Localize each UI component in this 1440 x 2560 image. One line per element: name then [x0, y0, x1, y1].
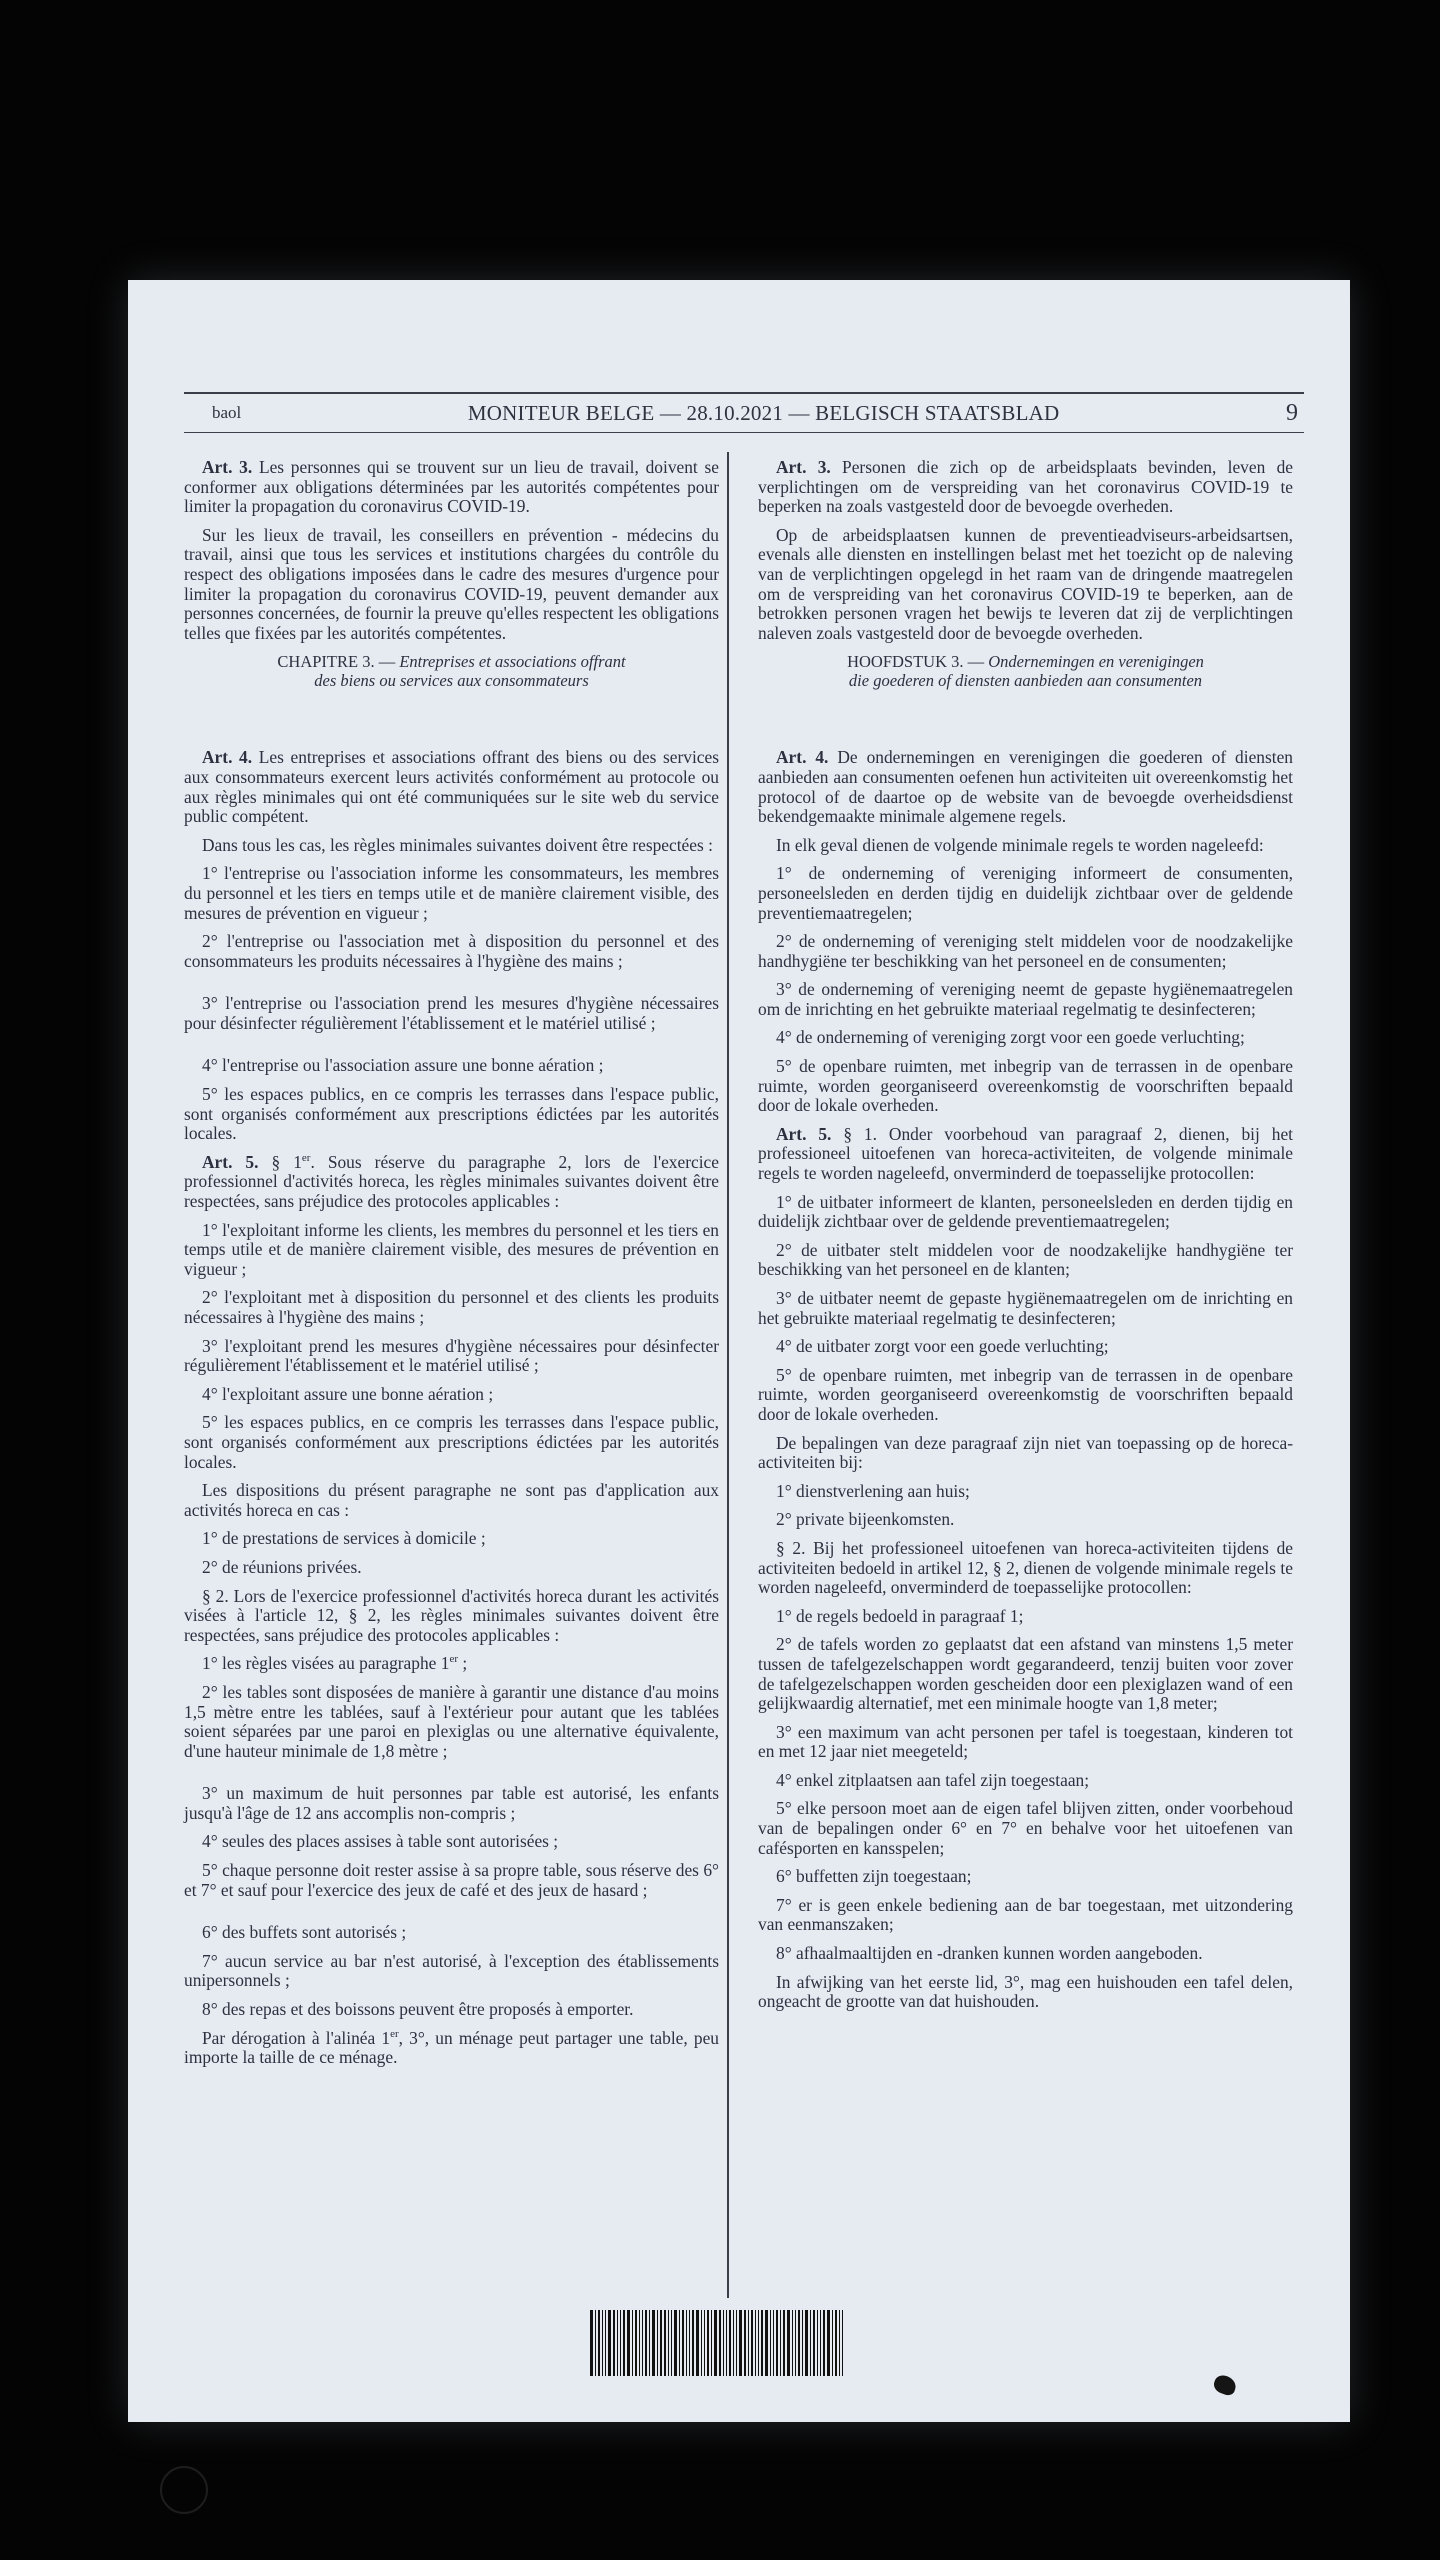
barcode-bar — [765, 2310, 768, 2376]
smudge-mark — [1212, 2373, 1239, 2397]
fr-s2-item7: 7° aucun service au bar n'est autorisé, à l'exception des établissements unipersonnels ; — [184, 1950, 719, 1991]
fr-art5-p2-item1: 1° de prestations de services à domicile ; — [202, 1528, 486, 1549]
fr-art5-item2: 2° l'exploitant met à disposition du personnel et des clients les produits nécessaires à l'hygiène des mains ; — [184, 1287, 719, 1327]
nl-s2-item3: 3° een maximum van acht personen per tafel is toegestaan, kinderen tot en met 12 jaar niet meegeteld; — [758, 1721, 1293, 1762]
barcode-bar — [739, 2310, 742, 2376]
fr-art5-p2: Les dispositions du présent paragraphe ne sont pas d'application aux activités horeca en cas : — [184, 1480, 719, 1520]
nl-art5-p2-item1: 1° dienstverlening aan huis; — [776, 1480, 970, 1501]
nl-art4-p1: Art. 4. De ondernemingen en verenigingen die goederen of diensten aanbieden aan consumenten oefenen hun activiteiten uit overeenkomstig het protocol of de daartoe op de website van de bevoegde overheidsdienst bekendgemaakte minimale algemene regels. — [758, 747, 1294, 827]
fr-s2-item5: 5° chaque personne doit rester assise à sa propre table, sous réserve des 6° et 7° et sauf pour l'exercice des jeux de café et des jeux de hasard ; — [184, 1860, 719, 1900]
barcode-bar — [810, 2310, 811, 2376]
barcode-bar — [671, 2310, 672, 2376]
barcode-bar — [617, 2310, 618, 2376]
barcode-bar — [805, 2310, 808, 2376]
page-header — [184, 392, 1304, 433]
barcode-bar — [696, 2310, 699, 2376]
barcode-bar — [598, 2310, 600, 2376]
barcode-bar — [780, 2310, 781, 2376]
nl-art4-item3: 3° de onderneming of vereniging neemt de gepaste hygiënemaatregelen om de inrichting en het gebruikte materiaal regelmatig te desinfecteren; — [758, 979, 1293, 1019]
nl-art5-item4: 4° de uitbater zorgt voor een goede verluchting; — [776, 1336, 1109, 1357]
barcode-bar — [798, 2310, 800, 2376]
fr-art5-s2: § 2. Lors de l'exercice professionnel d'activités horeca durant les activités visées à l'article 12, § 2, les règles minimales suivantes doivent être respectées, sans préjudice des protocoles applicables : — [184, 1585, 719, 1645]
barcode-bar — [664, 2310, 666, 2376]
barcode-bar — [744, 2310, 746, 2376]
nl-art5-item5: 5° de openbare ruimten, met inbegrip van de terrassen in de openbare ruimte, worden georganiseerd overeenkomstig de voorschriften bepaald door de lokale overheden. — [758, 1364, 1293, 1424]
fr-art5-p1: Art. 5. § 1er. Sous réserve du paragraphe 2, lors de l'exercice professionnel d'activités horeca, les règles minimales suivantes doivent être respectées, sans préjudice des protocoles applicables : — [184, 1151, 719, 1212]
nl-art5-p2-item2: 2° private bijeenkomsten. — [776, 1509, 955, 1530]
publication-title: MONITEUR BELGE — 28.10.2021 — BELGISCH STAATSBLAD — [467, 400, 1060, 425]
header-left-code: baol — [212, 403, 242, 422]
barcode-bar — [602, 2310, 603, 2376]
nl-art4-item4: 4° de onderneming of vereniging zorgt voor een goede verluchting; — [776, 1027, 1245, 1048]
nl-s2-item4: 4° enkel zitplaatsen aan tafel zijn toegestaan; — [776, 1769, 1090, 1790]
fr-art3-p1: Art. 3. Les personnes qui se trouvent sur un lieu de travail, doivent se conformer aux obligations déterminées par les autorités compétentes pour limiter la propagation du coronavirus COVID-19. — [184, 457, 719, 517]
barcode-bar — [682, 2310, 684, 2376]
barcode-bar — [632, 2310, 633, 2376]
barcode-bar — [668, 2310, 669, 2376]
barcode-bar — [692, 2310, 694, 2376]
nl-art5-item3: 3° de uitbater neemt de gepaste hygiënemaatregelen om de inrichting en het gebruikte materiaal regelmatig te desinfecteren; — [758, 1288, 1293, 1328]
barcode-bar — [842, 2310, 843, 2376]
fr-art5-item4: 4° l'exploitant assure une bonne aération ; — [202, 1383, 494, 1404]
barcode-bar — [839, 2310, 840, 2376]
fr-s2-item2: 2° les tables sont disposées de manière à garantir une distance d'au moins 1,5 mètre entre les tablées, sauf à l'extérieur pour autant que les tablées soient séparées par une paroi en plexiglas ou une alternative équivalente, d'une hauteur minimale de 1,8 mètre ; — [184, 1681, 719, 1761]
column-divider — [727, 452, 729, 2298]
barcode-bar — [652, 2310, 655, 2376]
fr-art5-p2-item2: 2° de réunions privées. — [202, 1556, 362, 1577]
barcode-bar — [623, 2310, 625, 2376]
nl-s2-item2: 2° de tafels worden zo geplaatst dat een afstand van minstens 1,5 meter tussen de tafelgezelschappen wordt gegarandeerd, tenzij buiten voor zover de tafelgezelschappen worden gescheiden door een plexiglazen wand of een gelijkwaardig alternatief, met een minimale hoogte van 1,8 meter; — [758, 1634, 1293, 1714]
barcode-bar — [823, 2310, 825, 2376]
fr-art4-item3: 3° l'entreprise ou l'association prend les mesures d'hygiène nécessaires pour désinfecter régulièrement l'établissement et le matériel utilisé ; — [184, 993, 719, 1033]
barcode-bar — [595, 2310, 596, 2376]
barcode-bar — [627, 2310, 630, 2376]
barcode-bar — [773, 2310, 774, 2376]
fr-art4-item5: 5° les espaces publics, en ce compris les terrasses dans l'espace public, sont organisés conformément aux prescriptions édictées par les autorités locales. — [184, 1084, 719, 1144]
barcode-bar — [835, 2310, 837, 2376]
barcode-bar — [802, 2310, 803, 2376]
nl-art3-p1: Art. 3. Personen die zich op de arbeidsplaats bevinden, leven de verplichtingen om de verspreiding van het coronavirus COVID-19 te beperken na zoals vastgesteld door de bevoegde overheden. — [758, 457, 1293, 517]
barcode-bar — [817, 2310, 818, 2376]
barcode-bar — [748, 2310, 749, 2376]
fr-s2-item6: 6° des buffets sont autorisés ; — [202, 1922, 407, 1943]
fr-art4-p2: Dans tous les cas, les règles minimales suivantes doivent être respectées : — [202, 834, 713, 855]
barcode-bar — [795, 2310, 796, 2376]
home-button[interactable] — [160, 2466, 208, 2514]
nl-art3-p2: Op de arbeidsplaatsen kunnen de preventieadviseurs-arbeidsartsen, evenals alle diensten en instellingen belast met het toezicht op de naleving van de verplichtingen opgelegd in het raam van de dringende maatregelen om de verspreiding van het coronavirus COVID-19 te beperken, aan de betrokken personen vragen het bewijs te leveren dat zij de verplichtingen naleven zoals vastgesteld door de bevoegde overheden. — [758, 524, 1293, 643]
fr-s2-item1: 1° les règles visées au paragraphe 1er ; — [202, 1653, 468, 1674]
barcode-bar — [608, 2310, 611, 2376]
barcode-bar — [820, 2310, 821, 2376]
barcode-bar — [649, 2310, 650, 2376]
nl-s2-last: In afwijking van het eerste lid, 3°, mag een huishouden een tafel delen, ongeacht de grootte van dat huishouden. — [758, 1971, 1293, 2012]
barcode-bar — [714, 2310, 717, 2376]
barcode-bar — [605, 2310, 606, 2376]
fr-chapter-heading: CHAPITRE 3. — Entreprises et associations offrant des biens ou services aux consommateurs — [277, 652, 626, 691]
barcode-bar — [674, 2310, 677, 2376]
barcode-bar — [686, 2310, 687, 2376]
barcode-bar — [620, 2310, 621, 2376]
fr-art5-item3: 3° l'exploitant prend les mesures d'hygiène nécessaires pour désinfecter régulièrement l'établissement et le matériel utilisé ; — [184, 1335, 719, 1376]
nl-art5-item1: 1° de uitbater informeert de klanten, personeelsleden en derden tijdig en duidelijk zichtbaar over de geldende preventiemaatregelen; — [758, 1191, 1293, 1232]
barcode-bar — [689, 2310, 690, 2376]
barcode-bar — [707, 2310, 709, 2376]
barcode-bar — [701, 2310, 702, 2376]
barcode-bar — [660, 2310, 662, 2376]
fr-art4-p1: Art. 4. Les entreprises et associations offrant des biens ou des services aux consommateurs exercent leurs activités conformément au protocole ou aux règles minimales qui ont été communiquées sur le site web du service public compétent. — [184, 747, 719, 827]
barcode-bar — [758, 2310, 759, 2376]
nl-art4-p2: In elk geval dienen de volgende minimale regels te worden nageleefd: — [776, 834, 1264, 855]
barcode-bar — [755, 2310, 756, 2376]
fr-s2-last: Par dérogation à l'alinéa 1er, 3°, un ménage peut partager une table, peu importe la taille de ce ménage. — [184, 2027, 719, 2068]
barcode-bar — [590, 2310, 593, 2376]
barcode — [590, 2310, 874, 2376]
fr-s2-item8: 8° des repas et des boissons peuvent être proposés à emporter. — [202, 1999, 634, 2020]
barcode-bar — [613, 2310, 615, 2376]
nl-s2-item1: 1° de regels bedoeld in paragraaf 1; — [776, 1605, 1024, 1626]
fr-s2-item4: 4° seules des places assises à table sont autorisées ; — [202, 1831, 559, 1852]
nl-art4-item1: 1° de onderneming of vereniging informeert de consumenten, personeelsleden en derden tijdig en duidelijk zichtbaar over de geldende preventiemaatregelen; — [758, 863, 1293, 923]
nl-s2-item8: 8° afhaalmaaltijden en -dranken kunnen worden aangeboden. — [776, 1943, 1203, 1964]
nl-art5-p1: Art. 5. § 1. Onder voorbehoud van paragraaf 2, dienen, bij het professioneel uitoefenen van horeca-activiteiten, de volgende minimale regels te worden nageleefd, onverminderd de toepasselijke protocollen: — [758, 1123, 1293, 1184]
barcode-bar — [639, 2310, 640, 2376]
nl-art5-s2: § 2. Bij het professioneel uitoefenen van horeca-activiteiten tijdens de activiteiten bedoeld in artikel 12, § 2, dienen de volgende minimale regels te worden nageleefd, onverminderd de toepasselijke protocollen: — [758, 1537, 1293, 1598]
barcode-bar — [783, 2310, 785, 2376]
barcode-bar — [813, 2310, 815, 2376]
barcode-bar — [704, 2310, 705, 2376]
barcode-bar — [832, 2310, 833, 2376]
fr-art4-item1: 1° l'entreprise ou l'association informe les consommateurs, les membres du personnel et les tiers en temps utile et de manière clairement visible, des mesures de prévention en vigueur ; — [184, 863, 719, 923]
barcode-bar — [642, 2310, 643, 2376]
fr-art4-item4: 4° l'entreprise ou l'association assure une bonne aération ; — [202, 1055, 604, 1076]
barcode-bar — [723, 2310, 724, 2376]
barcode-bar — [827, 2310, 830, 2376]
nl-art5-item2: 2° de uitbater stelt middelen voor de noodzakelijke handhygiëne ter beschikking van het personeel en de klanten; — [758, 1239, 1293, 1280]
barcode-bar — [726, 2310, 727, 2376]
nl-s2-item7: 7° er is geen enkele bediening aan de bar toegestaan, met uitzondering van eenmanszaken; — [758, 1894, 1293, 1935]
nl-chapter-heading: HOOFDSTUK 3. — Ondernemingen en verenigingen die goederen of diensten aanbieden aan consumenten — [847, 652, 1204, 691]
nl-art4-item5: 5° de openbare ruimten, met inbegrip van de terrassen in de openbare ruimte, worden georganiseerd overeenkomstig de voorschriften bepaald door de lokale overheden. — [758, 1056, 1293, 1116]
barcode-bar — [770, 2310, 771, 2376]
barcode-bar — [787, 2310, 790, 2376]
dutch-column — [758, 458, 1293, 2021]
barcode-bar — [719, 2310, 721, 2376]
barcode-bar — [736, 2310, 737, 2376]
page-number: 9 — [1285, 399, 1298, 426]
fr-art4-item2: 2° l'entreprise ou l'association met à disposition du personnel et des consommateurs les produits nécessaires à l'hygiène des mains ; — [184, 931, 719, 971]
barcode-bar — [645, 2310, 647, 2376]
barcode-bar — [635, 2310, 637, 2376]
barcode-bar — [733, 2310, 734, 2376]
fr-art5-item5: 5° les espaces publics, en ce compris les terrasses dans l'espace public, sont organisés conformément aux prescriptions édictées par les autorités locales. — [184, 1412, 719, 1472]
barcode-bar — [657, 2310, 658, 2376]
fr-art3-p2: Sur les lieux de travail, les conseillers en prévention - médecins du travail, ainsi que tous les services et institutions chargées du contrôle du respect des obligations imposées dans le cadre des mesures d'urgence pour limiter la propagation du coronavirus COVID-19, peuvent demander aux personnes concernées, de fournir la preuve qu'elles respectent les obligations telles que fixées par les autorités compétentes. — [184, 524, 719, 643]
fr-art5-item1: 1° l'exploitant informe les clients, les membres du personnel et les tiers en temps utile et de manière clairement visible, des mesures de prévention en vigueur ; — [184, 1219, 719, 1279]
barcode-bar — [776, 2310, 778, 2376]
barcode-bar — [751, 2310, 753, 2376]
barcode-bar — [711, 2310, 712, 2376]
fr-s2-item3: 3° un maximum de huit personnes par table est autorisé, les enfants jusqu'à l'âge de 12 ans accomplis non-compris ; — [184, 1783, 719, 1823]
nl-s2-item5: 5° elke persoon moet aan de eigen tafel blijven zitten, onder voorbehoud van de bepalingen onder 6° en 7° en behalve voor het uitoefenen van cafésporten en kansspelen; — [758, 1798, 1293, 1858]
nl-art5-p2: De bepalingen van deze paragraaf zijn niet van toepassing op de horeca-activiteiten bij: — [758, 1432, 1293, 1473]
nl-s2-item6: 6° buffetten zijn toegestaan; — [776, 1866, 972, 1887]
barcode-bar — [729, 2310, 731, 2376]
document-page — [128, 280, 1350, 2422]
nl-art4-item2: 2° de onderneming of vereniging stelt middelen voor de noodzakelijke handhygiëne ter beschikking van het personeel en de consumenten; — [758, 931, 1293, 971]
french-column — [184, 458, 719, 2077]
barcode-bar — [679, 2310, 680, 2376]
barcode-bar — [761, 2310, 763, 2376]
barcode-bar — [792, 2310, 793, 2376]
